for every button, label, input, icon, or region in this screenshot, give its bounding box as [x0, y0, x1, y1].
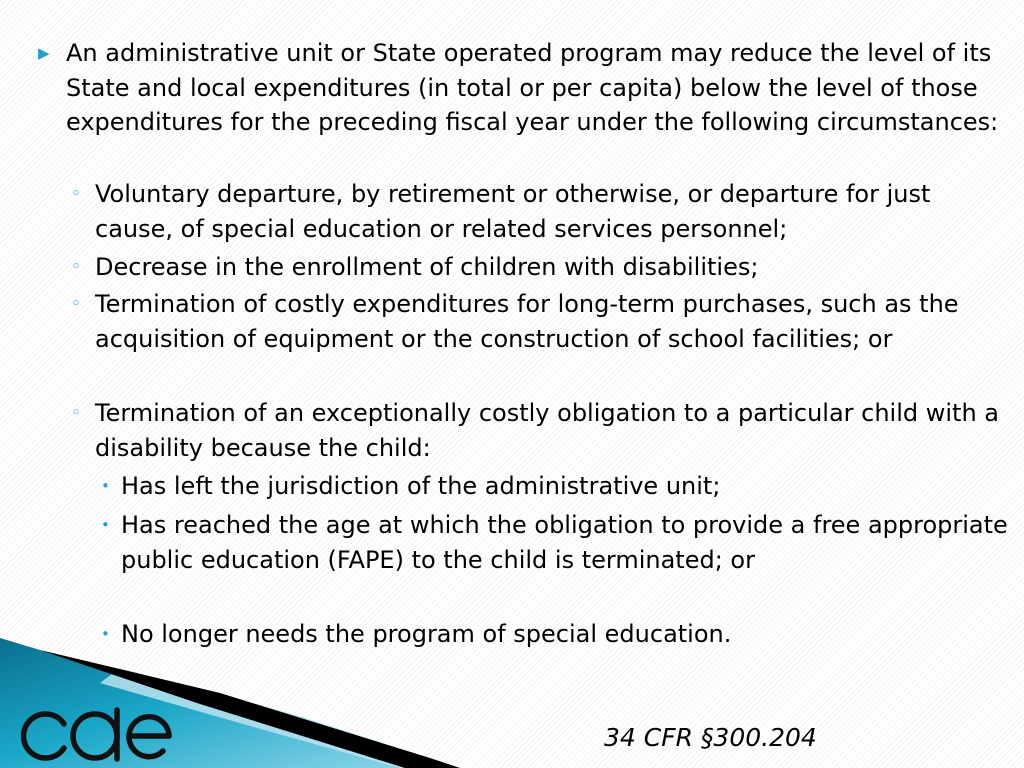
bullet-text: No longer needs the program of special education. [121, 620, 732, 648]
circle-bullet-icon: ◦ [71, 294, 82, 314]
circle-bullet-icon: ◦ [71, 184, 82, 204]
dot-bullet-icon: • [101, 516, 110, 534]
bullet-text: Termination of costly expenditures for long-term purchases, such as the acquisition of equipment or the construction of school facilities; or [95, 290, 959, 353]
bullet-level3 [101, 508, 1011, 577]
bullet-text: Voluntary departure, by retirement or otherwise, or departure for just cause, of special education or related services personnel; [95, 180, 931, 243]
bullet-level1 [38, 36, 1006, 140]
bullet-level2 [71, 396, 1010, 465]
dot-bullet-icon: • [101, 477, 110, 495]
bullet-level2 [71, 250, 1010, 285]
bullet-level2 [71, 287, 1010, 356]
arrow-right-icon: ▶ [38, 44, 50, 62]
bullet-text: Has left the jurisdiction of the administrative unit; [121, 472, 721, 500]
bullet-text: An administrative unit or State operated program may reduce the level of its State and local expenditures (in total or per capita) below the level of those expenditures for the preceding fiscal year under the following circumstances: [66, 39, 999, 136]
circle-bullet-icon: ◦ [71, 403, 82, 423]
bullet-text: Decrease in the enrollment of children with disabilities; [95, 253, 759, 281]
bullet-text: Termination of an exceptionally costly obligation to a particular child with a disability because the child: [95, 399, 1000, 462]
bullet-level2 [71, 177, 1010, 246]
citation: 34 CFR §300.204 [604, 723, 817, 752]
bullet-level3 [101, 617, 1011, 652]
bullet-text: Has reached the age at which the obligation to provide a free appropriate public education (FAPE) to the child is terminated; or [121, 511, 1008, 574]
circle-bullet-icon: ◦ [71, 257, 82, 277]
dot-bullet-icon: • [101, 625, 110, 643]
bullet-level3 [101, 469, 1011, 504]
